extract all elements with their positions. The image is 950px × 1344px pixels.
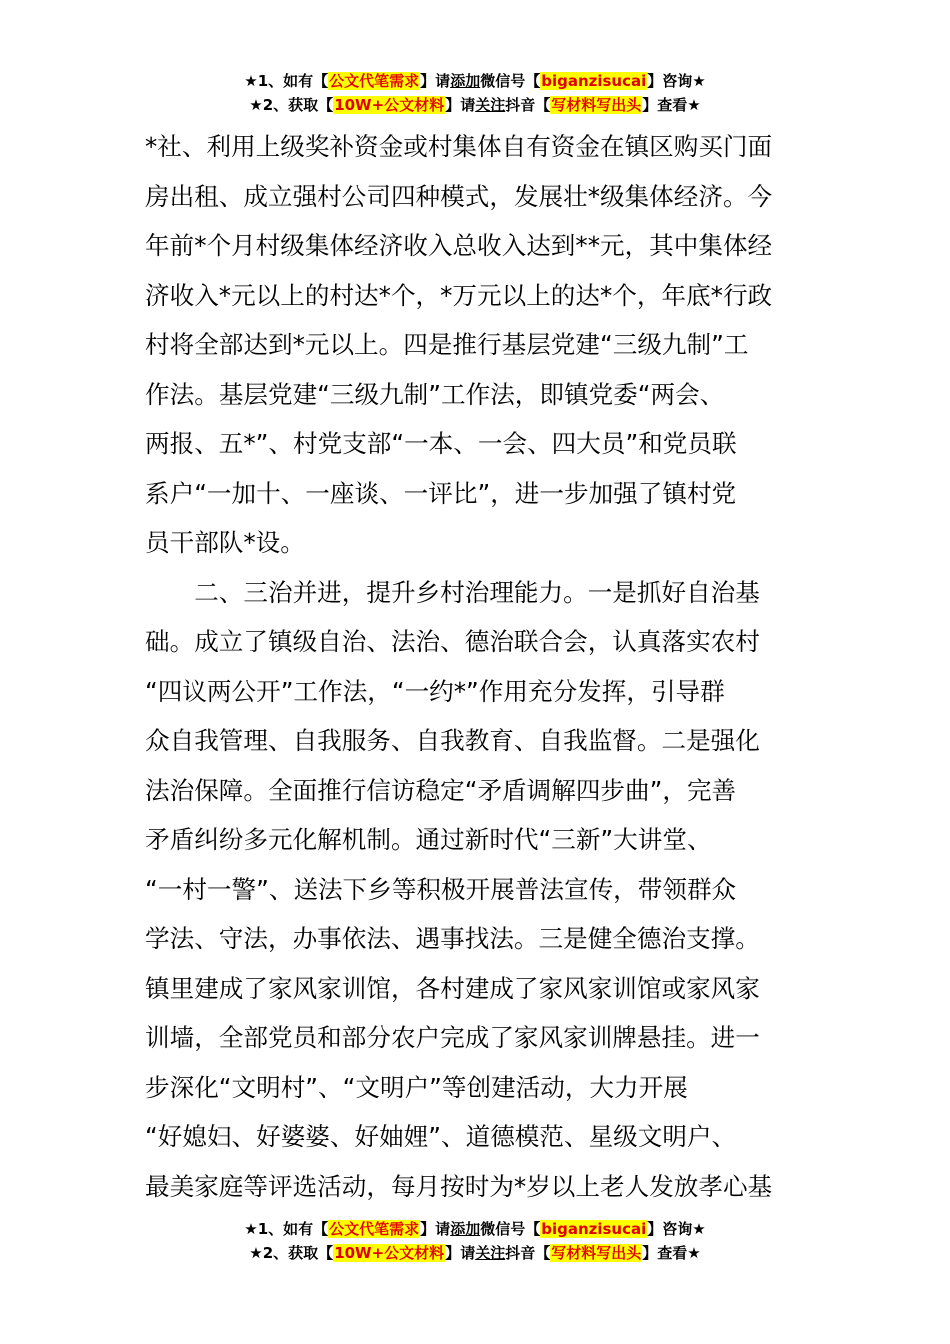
banner-text: 】请 [420,72,451,90]
text-line: 础。成立了镇级自治、法治、德治联合会，认真落实农村 [145,627,760,656]
banner-text: 】请 [445,1244,476,1262]
banner-text: 】请 [420,1220,451,1238]
text-line: 镇里建成了家风家训馆，各村建成了家风家训馆或家风家 [145,973,760,1003]
star-icon: ★ [244,1220,258,1238]
text-line: 法治保障。全面推行信访稳定“矛盾调解四步曲”，完善 [145,775,737,805]
banner-text: 抖音【 [505,96,551,114]
text-line: 二、三治并进，提升乡村治理能力。一是抓好自治基 [145,577,760,607]
paragraph [145,122,813,568]
banner-text: 】咨询★ [647,1220,706,1238]
banner-text: 】查看★ [642,96,701,114]
star-icon: ★ [249,96,263,114]
text-line: 村将全部达到*元以上。四是推行基层党建“三级九制”工 [145,330,749,359]
banner-emphasis: 关注 [475,1244,506,1262]
banner-emphasis: 添加 [450,1220,481,1238]
banner-highlight: 写材料写出头 [551,96,642,114]
star-icon: ★ [249,1244,263,1262]
banner-text: 】查看★ [642,1244,701,1262]
text-line: 作法。基层党建“三级九制”工作法，即镇党委“两会、 [145,379,725,409]
header-banner-line-2 [0,94,950,116]
banner-highlight: 10W+公文材料 [334,1244,445,1262]
banner-text: 1、如有【 [257,1220,329,1238]
text-line: 两报、五*”、村党支部“一本、一会、四大员”和党员联 [145,429,737,458]
banner-emphasis: 添加 [450,72,481,90]
text-line: 最美家庭等评选活动，每月按时为*岁以上老人发放孝心基 [145,1171,773,1201]
header-banner-line-1 [0,70,950,92]
text-line: 员干部队*设。 [145,528,305,557]
banner-text: 微信号【 [480,1220,541,1238]
text-line: 济收入*元以上的村达*个，*万元以上的达*个，年底*行政 [145,280,773,310]
banner-highlight: biganzisucai [541,72,647,90]
text-line: 矛盾纠纷多元化解机制。通过新时代“三新”大讲堂、 [145,825,712,854]
text-line: 房出租、成立强村公司四种模式，发展壮*级集体经济。今 [145,181,773,211]
banner-highlight: 写材料写出头 [551,1244,642,1262]
banner-text: 1、如有【 [257,72,329,90]
banner-highlight: 公文代笔需求 [329,1220,420,1238]
banner-text: 】咨询★ [647,72,706,90]
text-line: 年前*个月村级集体经济收入总收入达到**元，其中集体经 [145,231,773,260]
banner-highlight: 公文代笔需求 [329,72,420,90]
text-line: 系户“一加十、一座谈、一评比”，进一步加强了镇村党 [145,478,737,508]
document-body [145,122,813,1211]
banner-text: 微信号【 [480,72,541,90]
text-line: “四议两公开”工作法，“一约*”作用充分发挥，引导群 [145,676,725,706]
text-line: 学法、守法，办事依法、遇事找法。三是健全德治支撑。 [145,924,760,953]
banner-text: 2、获取【 [262,96,334,114]
star-icon: ★ [244,72,258,90]
banner-text: 】请 [445,96,476,114]
banner-highlight: 10W+公文材料 [334,96,445,114]
text-line: 训墙，全部党员和部分农户完成了家风家训牌悬挂。进一 [145,1023,760,1052]
text-line: 众自我管理、自我服务、自我教育、自我监督。二是强化 [145,726,760,755]
paragraph [145,568,813,1212]
text-line: “好媳妇、好婆婆、好妯娌”、道德模范、星级文明户、 [145,1122,737,1151]
text-line: *社、利用上级奖补资金或村集体自有资金在镇区购买门面 [145,132,773,161]
banner-emphasis: 关注 [475,96,506,114]
text-line: “一村一警”、送法下乡等积极开展普法宣传，带领群众 [145,874,737,904]
text-line: 步深化“文明村”、“文明户”等创建活动，大力开展 [145,1072,688,1102]
banner-text: 抖音【 [505,1244,551,1262]
banner-text: 2、获取【 [262,1244,334,1262]
banner-highlight: biganzisucai [541,1220,647,1238]
footer-banner-line-2 [0,1242,950,1264]
footer-banner-line-1 [0,1218,950,1240]
